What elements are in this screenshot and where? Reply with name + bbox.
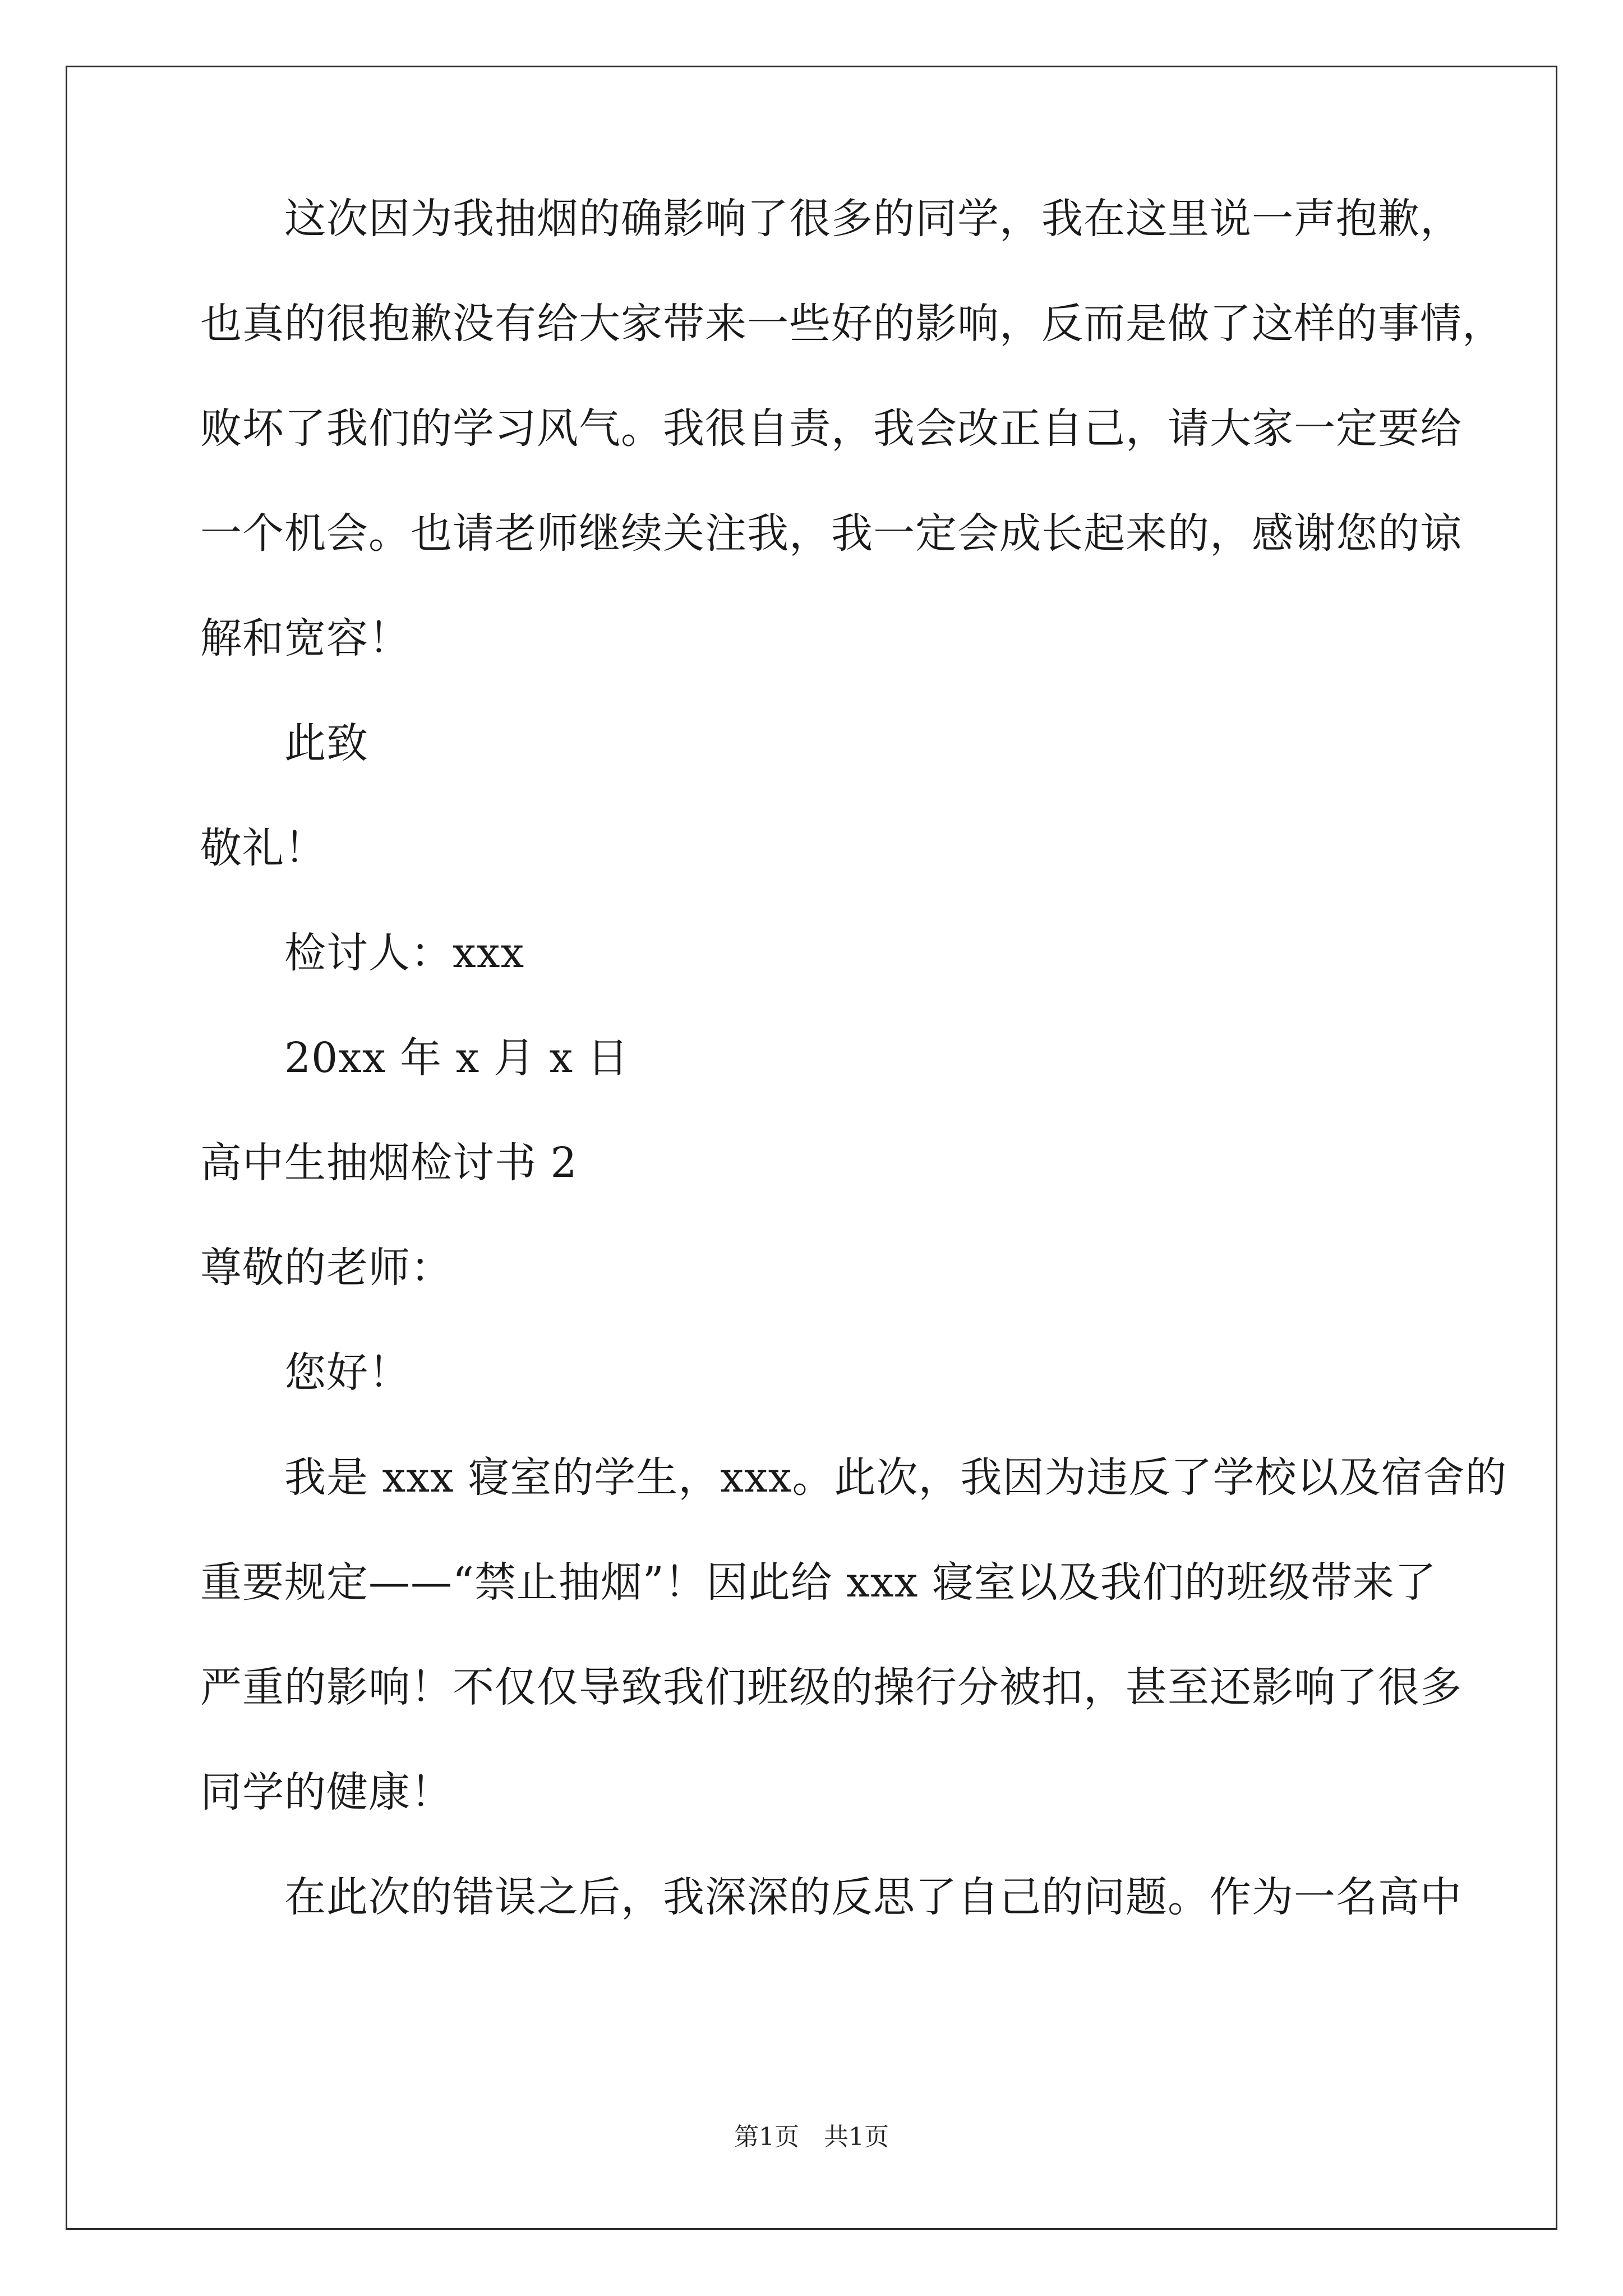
greeting: 您好！ — [284, 1349, 411, 1397]
section-title: 高中生抽烟检讨书 2 — [200, 1139, 578, 1187]
paragraph-line: 重要规定——“禁止抽烟”！因此给 xxx 寝室以及我们的班级带来了 — [200, 1558, 1437, 1607]
paragraph-line: 同学的健康！ — [200, 1768, 453, 1816]
page-total: 共1页 — [824, 2123, 889, 2151]
signature-line: 检讨人：xxx — [284, 929, 525, 977]
closing-salutation: 此致 — [284, 719, 368, 767]
date-line: 20xx 年 x 月 x 日 — [284, 1034, 629, 1082]
greeting-recipient: 尊敬的老师： — [200, 1244, 453, 1292]
paragraph-line: 在此次的错误之后，我深深的反思了自己的问题。作为一名高中 — [284, 1873, 1462, 1921]
paragraph-line: 这次因为我抽烟的确影响了很多的同学，我在这里说一声抱歉， — [284, 195, 1462, 243]
paragraph-line: 也真的很抱歉没有给大家带来一些好的影响，反而是做了这样的事情， — [200, 300, 1504, 348]
paragraph-line: 败坏了我们的学习风气。我很自责，我会改正自己，请大家一定要给 — [200, 404, 1462, 453]
paragraph-line: 我是 xxx 寝室的学生，xxx。此次，我因为违反了学校以及宿舍的 — [284, 1453, 1507, 1502]
paragraph-line: 解和宽容！ — [200, 614, 411, 662]
paragraph-line: 严重的影响！不仅仅导致我们班级的操行分被扣，甚至还影响了很多 — [200, 1663, 1462, 1711]
paragraph-line: 一个机会。也请老师继续关注我，我一定会成长起来的，感谢您的谅 — [200, 509, 1462, 558]
closing-regards: 敬礼！ — [200, 824, 326, 872]
page-footer — [0, 2120, 1623, 2154]
page-number: 第1页 — [734, 2123, 799, 2151]
